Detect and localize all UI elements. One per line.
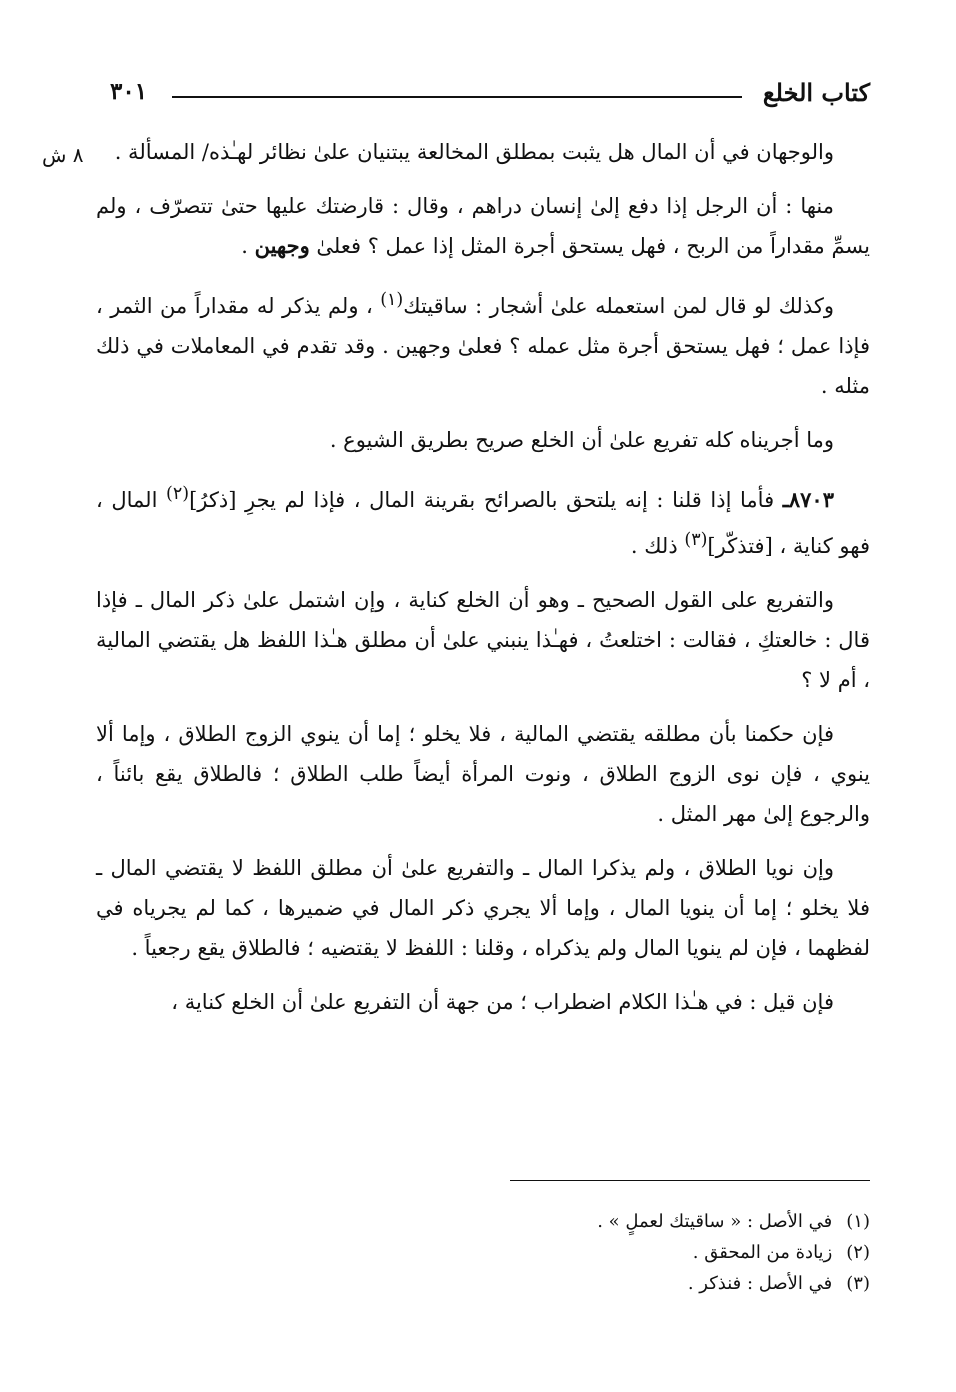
paragraph-8: وإن نويا الطلاق ، ولم يذكرا المال ـ والتفريع علىٰ أن مطلق اللفظ لا يقتضي المال ـ فلا يخلو ؛ إما أن ينويا المال ، وإما ألا يجري ذكر المال في ضميرها ، كما لم يجرياه في لفظهما ، فإن لم ينويا المال ولم يذكراه ، وقلنا : اللفظ لا يقتضيه ؛ فالطلاق يقع رجعياً . — [96, 856, 870, 960]
paragraph-3: وكذلك لو قال لمن استعمله علىٰ أشجار : ساقيتك$^{(١)}$ ، ولم يذكر له مقداراً من الثمر ، فإذا عمل ؛ فهل يستحق أجرة مثل عمله ؟ فعلىٰ وجهين . وقد تقدم في المعاملات في ذلك مثله . — [96, 290, 870, 398]
chapter-title: كتاب الخلع — [762, 78, 870, 107]
paragraph-7: فإن حكمنا بأن مطلقه يقتضي المالية ، فلا يخلو ؛ إما أن ينوي الزوج الطلاق ، وإما ألا ينوي ، فإن نوى الزوج الطلاق ، ونوت المرأة أيضاً طلب الطلاق ؛ فالطلاق يقع بائناً ، والرجوع إلىٰ مهر المثل . — [96, 722, 870, 826]
footnote-divider — [510, 1180, 870, 1181]
footnote-ref-2: (٢) — [166, 484, 190, 504]
paragraph-1: والوجهان في أن المال هل يثبت بمطلق المخالعة يبتنيان علىٰ نظائر لهـٰذه/ المسألة . — [114, 140, 834, 164]
paragraph-5: ٨٧٠٣ـ فأما إذا قلنا : إنه يلتحق بالصرائح بقرينة المال ، فإذا لم يجرِ [ذكرُ]$^{(٢)}$ المال ، فهو كناية ، [فتذكّر]$^{(٣)}$ ذلك . — [96, 484, 870, 558]
bold-term: وجهين — [254, 233, 310, 258]
footnote-3: (٣)في الأصل : فنذكر . — [687, 1273, 870, 1294]
footnote-ref-1: (١) — [380, 290, 404, 310]
header-rule — [172, 96, 742, 98]
paragraph-9: فإن قيل : في هـٰذا الكلام اضطراب ؛ من جهة أن التفريع علىٰ أن الخلع كناية ، — [171, 990, 834, 1014]
page-number: ٣٠١ — [110, 78, 148, 105]
main-text — [96, 132, 870, 1036]
running-header — [110, 78, 870, 114]
section-number: ٨٧٠٣ـ — [782, 487, 834, 512]
paragraph-2: منها : أن الرجل إذا دفع إلىٰ إنسان دراهم ، وقال : قارضتك عليها حتىٰ تتصرّف ، ولم يسمِّ مقداراً من الربح ، فهل يستحق أجرة المثل إذا عمل ؟ فعلىٰ وجهين . — [96, 194, 870, 258]
footnote-2: (٢)زيادة من المحقق . — [692, 1242, 870, 1263]
paragraph-6: والتفريع على القول الصحيح ـ وهو أن الخلع كناية ، وإن اشتمل علىٰ ذكر المال ـ فإذا قال : خالعتكِ ، فقالت : اختلعتُ ، فهـٰذا ينبني علىٰ أن مطلق هـٰذا اللفظ هل يقتضي المالية ، أم لا ؟ — [96, 588, 870, 692]
footnote-1: (١)في الأصل : « ساقيتك لعملٍ » . — [597, 1211, 870, 1232]
margin-note: ٨ ش — [42, 143, 84, 167]
footnotes — [440, 1206, 870, 1299]
footnote-ref-3: (٣) — [684, 530, 708, 550]
paragraph-4: وما أجريناه كله تفريع علىٰ أن الخلع صريح بطريق الشيوع . — [329, 428, 834, 452]
